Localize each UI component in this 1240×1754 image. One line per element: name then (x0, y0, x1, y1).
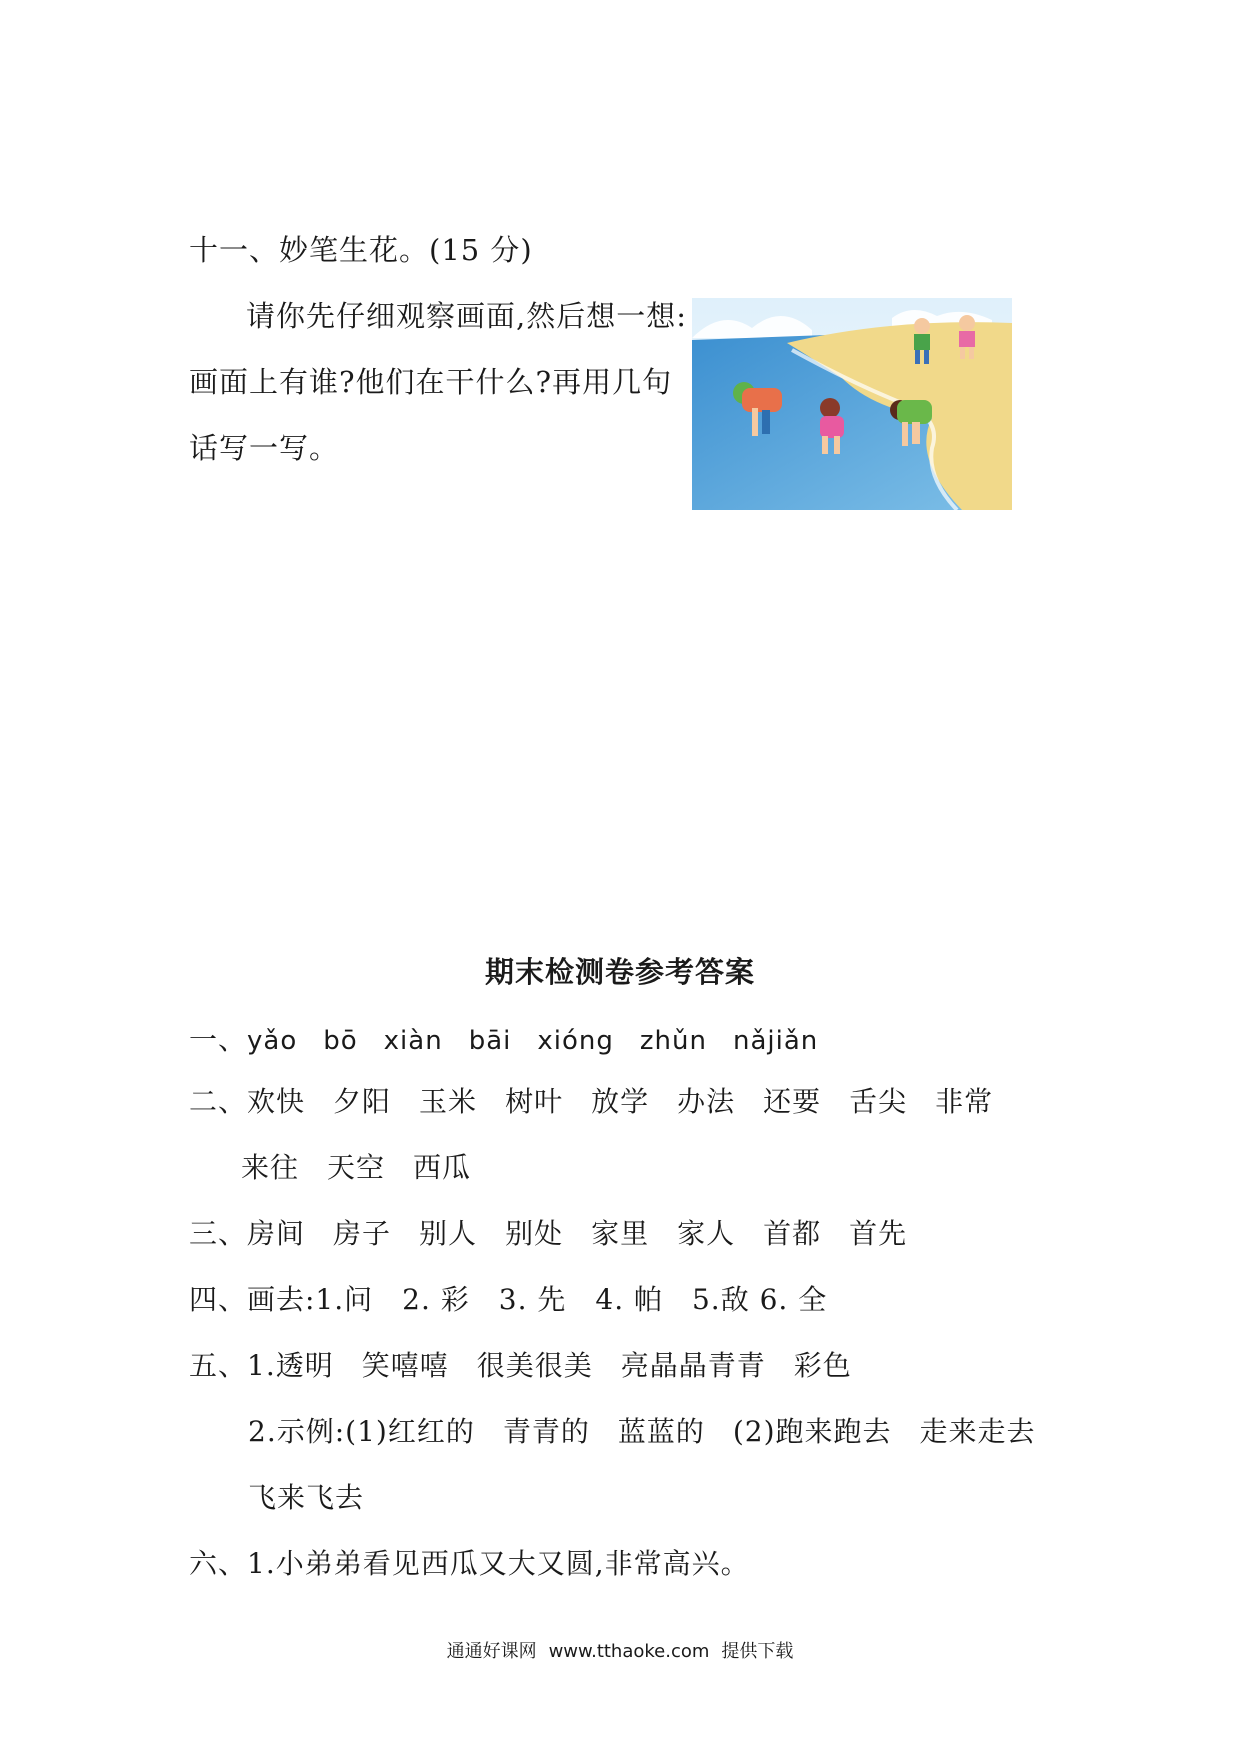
question-line-3: 话写一写。 (189, 431, 340, 465)
answer-key-title: 期末检测卷参考答案 (484, 955, 755, 989)
word-item: 天空 (327, 1151, 386, 1184)
footer-site-name: 通通好课网 (446, 1641, 537, 1662)
word-item: 青青的 (502, 1415, 590, 1448)
word-item: 亮晶晶青青 (620, 1349, 766, 1382)
question-title: 十一、妙笔生花。(15 分) (189, 233, 533, 267)
word-item: 树叶 (505, 1085, 564, 1118)
word-item: 家人 (677, 1217, 736, 1250)
word-item: 首先 (849, 1217, 908, 1250)
word-item: 走来走去 (919, 1415, 1036, 1448)
word-item: 彩色 (793, 1349, 852, 1382)
question-line-1: 请你先仔细观察画面,然后想一想: (246, 299, 687, 333)
answer-5-line-3: 飞来飞去 (248, 1481, 365, 1514)
word-item: 首都 (763, 1217, 822, 1250)
word-item: 红红的 (387, 1415, 475, 1448)
answer-2-prefix: 二、 (189, 1085, 248, 1118)
answer-5-line-2 (248, 1410, 1064, 1450)
footer-url[interactable]: www.tthaoke.com (548, 1641, 710, 1662)
pinyin-item: bō (323, 1026, 358, 1056)
word-item: 别人 (419, 1217, 478, 1250)
pinyin-item: zhǔn (639, 1026, 707, 1056)
pinyin-item: bāi (468, 1026, 512, 1056)
word-item: 房子 (333, 1217, 392, 1250)
word-item: 玉米 (419, 1085, 478, 1118)
word-item: 房间 (247, 1217, 306, 1250)
word-item: 别处 (505, 1217, 564, 1250)
answer-1 (189, 1018, 844, 1058)
answer-5-line-1 (189, 1344, 880, 1384)
word-item: 非常 (935, 1085, 994, 1118)
word-item: 夕阳 (333, 1085, 392, 1118)
word-item: 西瓜 (413, 1151, 472, 1184)
answer-1-prefix: 一、 (189, 1023, 248, 1056)
word-item: 舌尖 (849, 1085, 908, 1118)
page-footer (0, 1637, 1240, 1663)
word-item: 欢快 (247, 1085, 306, 1118)
pinyin-item: nǎjiǎn (732, 1026, 819, 1056)
question-line-2: 画面上有谁?他们在干什么?再用几句 (189, 365, 673, 399)
word-item: 笑嘻嘻 (361, 1349, 449, 1382)
answer-3-prefix: 三、 (189, 1217, 248, 1250)
answer-2-continued (241, 1146, 499, 1186)
word-item: 很美很美 (476, 1349, 593, 1382)
footer-suffix: 提供下载 (721, 1641, 794, 1662)
answer-6: 六、1.小弟弟看见西瓜又大又圆,非常高兴。 (189, 1547, 750, 1580)
answer-3 (189, 1212, 935, 1252)
pinyin-item: xióng (537, 1026, 614, 1056)
word-item: 透明 (275, 1349, 334, 1382)
word-item: 还要 (763, 1085, 822, 1118)
word-item: (2)跑来跑去 (732, 1415, 892, 1448)
answer-5-2-prefix: 2.示例:(1) (248, 1415, 388, 1448)
pinyin-item: xiàn (383, 1026, 443, 1056)
word-item: 办法 (677, 1085, 736, 1118)
answer-4: 四、画去:1.问 2. 彩 3. 先 4. 帕 5.敌 6. 全 (189, 1283, 828, 1316)
word-item: 来往 (241, 1151, 300, 1184)
answer-5-prefix: 五、1. (189, 1349, 276, 1382)
word-item: 放学 (591, 1085, 650, 1118)
beach-children-illustration (692, 298, 1012, 510)
pinyin-item: yǎo (247, 1026, 298, 1056)
word-item: 蓝蓝的 (617, 1415, 705, 1448)
answer-2 (189, 1080, 1021, 1120)
word-item: 家里 (591, 1217, 650, 1250)
